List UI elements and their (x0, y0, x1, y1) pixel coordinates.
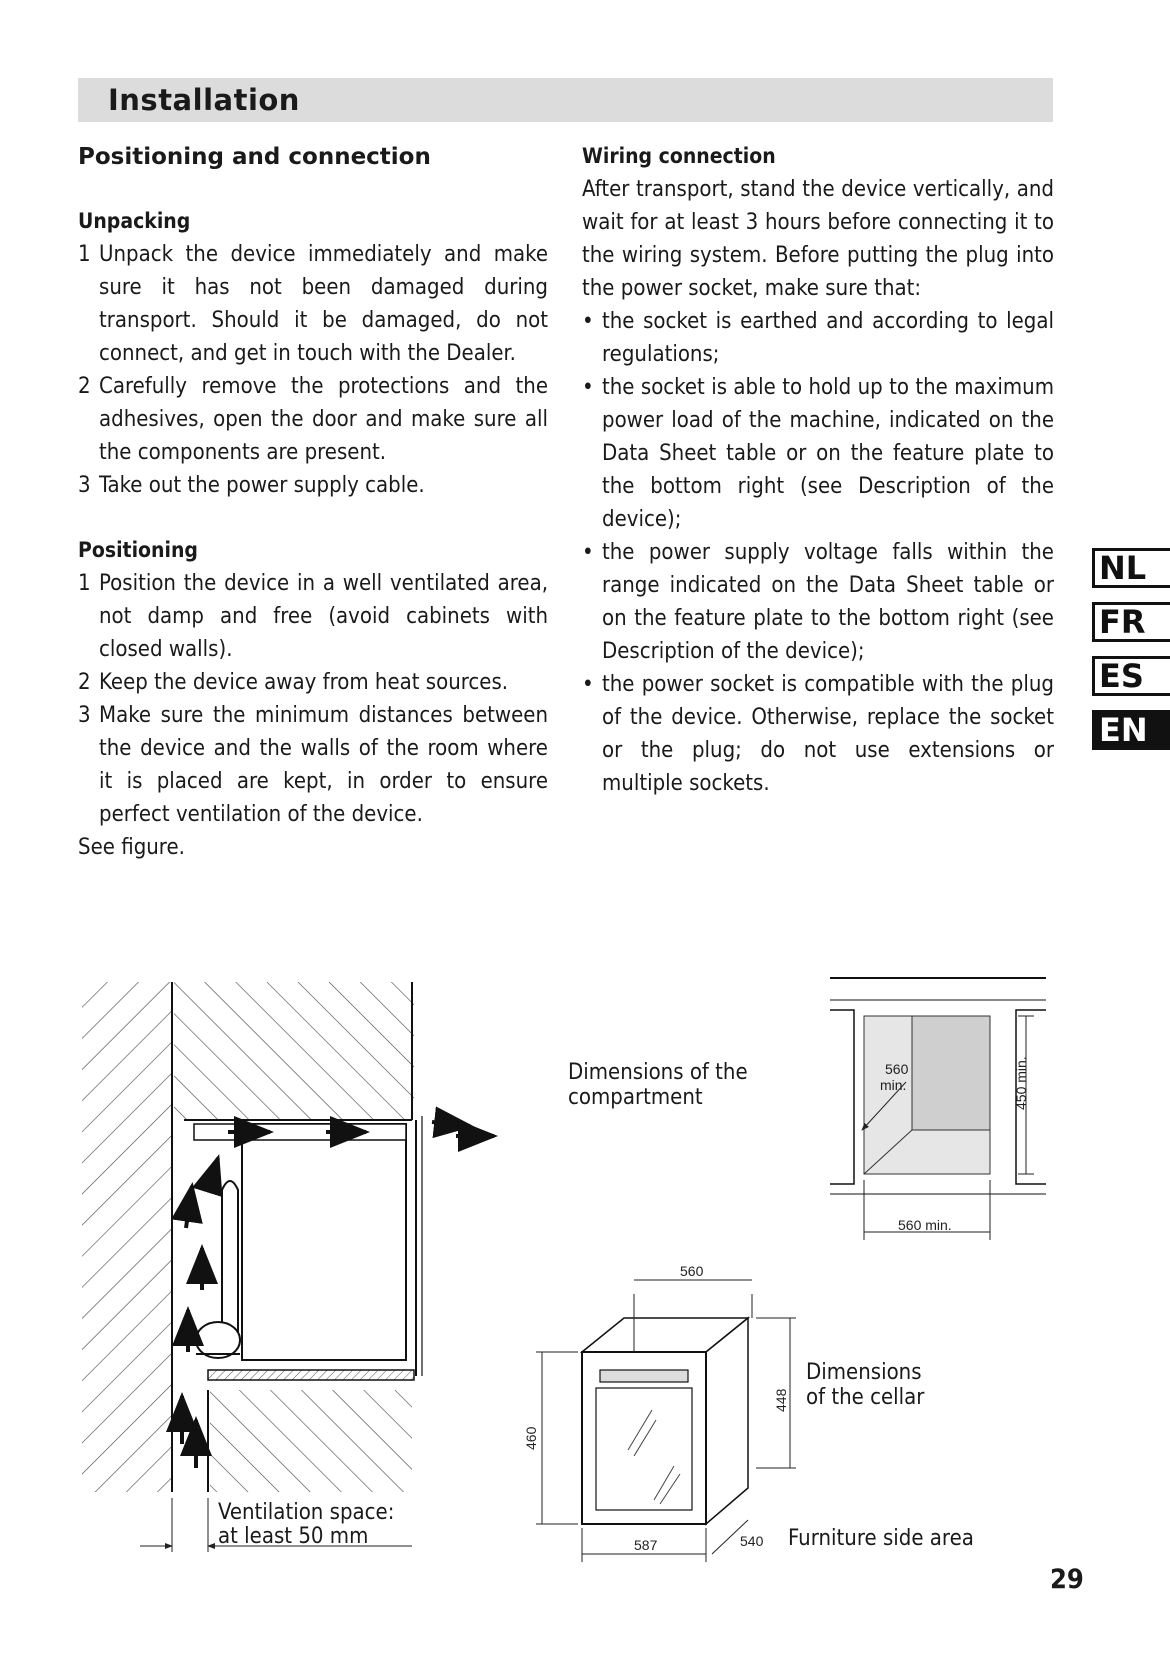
dim-448: 448 (773, 1388, 789, 1412)
item-text: Take out the power supply cable. (99, 473, 425, 498)
item-number: 2 (78, 670, 91, 695)
item-text: Keep the device away from heat sources. (99, 670, 509, 695)
page-title: Installation (108, 83, 300, 117)
item-number: 3 (78, 703, 91, 728)
bullet-mark: • (582, 309, 594, 334)
ventilation-label-line2: at least 50 mm (218, 1524, 369, 1549)
dim-540: 540 (740, 1533, 764, 1549)
side-section-drawing (82, 982, 494, 1552)
bullet-text: the power socket is compatible with the plug of the device. Otherwise, replace the socket or the plug; do not use extensions or multiple sockets. (602, 672, 1054, 796)
bullet-text: the socket is able to hold up to the maximum power load of the machine, indicated on the Data Sheet table or on the feature plate to the bottom right (see Description of the device); (602, 375, 1054, 532)
bullet-mark: • (582, 375, 594, 400)
cellar-label-line2: of the cellar (806, 1385, 925, 1410)
tab-en[interactable]: EN (1092, 710, 1170, 750)
tab-es[interactable]: ES (1092, 656, 1170, 696)
item-text: Position the device in a well ventilated area, not damp and free (avoid cabinets with closed walls). (99, 571, 548, 662)
positioning-title: Positioning (78, 538, 198, 562)
compartment-label-line2: compartment (568, 1085, 703, 1110)
ventilation-label-line1: Ventilation space: (218, 1500, 395, 1525)
dim-587: 587 (634, 1537, 658, 1553)
page-number: 29 (1050, 1564, 1084, 1595)
bullet-text: the socket is earthed and according to legal regulations; (602, 309, 1054, 367)
cellar-label-line1: Dimensions (806, 1360, 922, 1385)
section-title: Positioning and connection (78, 144, 431, 170)
item-number: 2 (78, 374, 91, 399)
see-figure-text: See figure. (78, 835, 185, 860)
bullet-mark: • (582, 540, 594, 565)
item-number: 3 (78, 473, 91, 498)
tab-fr[interactable]: FR (1092, 602, 1170, 642)
furniture-label: Furniture side area (788, 1526, 974, 1551)
dim-560-min-diag: 560 (885, 1061, 909, 1077)
wiring-intro: After transport, stand the device vertically, and wait for at least 3 hours before connecting it to the wiring system. Before putting the plug into the power socket, make sure that: (582, 177, 1054, 301)
dim-560-min-diag-unit: min. (880, 1077, 907, 1093)
compartment-label-line1: Dimensions of the (568, 1060, 748, 1085)
unpacking-title: Unpacking (78, 209, 191, 233)
tab-nl[interactable]: NL (1092, 548, 1170, 588)
bullet-mark: • (582, 672, 594, 697)
dim-450-min: 450 min. (1013, 1056, 1029, 1110)
item-number: 1 (78, 242, 91, 267)
wiring-title: Wiring connection (582, 144, 776, 168)
dim-460: 460 (523, 1426, 539, 1450)
dim-560-min: 560 min. (898, 1217, 952, 1233)
compartment-drawing (830, 978, 1046, 1240)
item-text: Carefully remove the protections and the adhesives, open the door and make sure all the components are present. (99, 374, 548, 465)
dim-560: 560 (680, 1263, 704, 1279)
item-text: Make sure the minimum distances between the device and the walls of the room where it is placed are kept, in order to ensure perfect ventilation of the device. (99, 703, 548, 827)
cellar-drawing (523, 1263, 796, 1562)
item-text: Unpack the device immediately and make sure it has not been damaged during transport. Should it be damaged, do not connect, and get in touch with the Dealer. (99, 242, 548, 366)
item-number: 1 (78, 571, 91, 596)
bullet-text: the power supply voltage falls within the range indicated on the Data Sheet table or on the feature plate to the bottom right (see Description of the device); (602, 540, 1054, 664)
